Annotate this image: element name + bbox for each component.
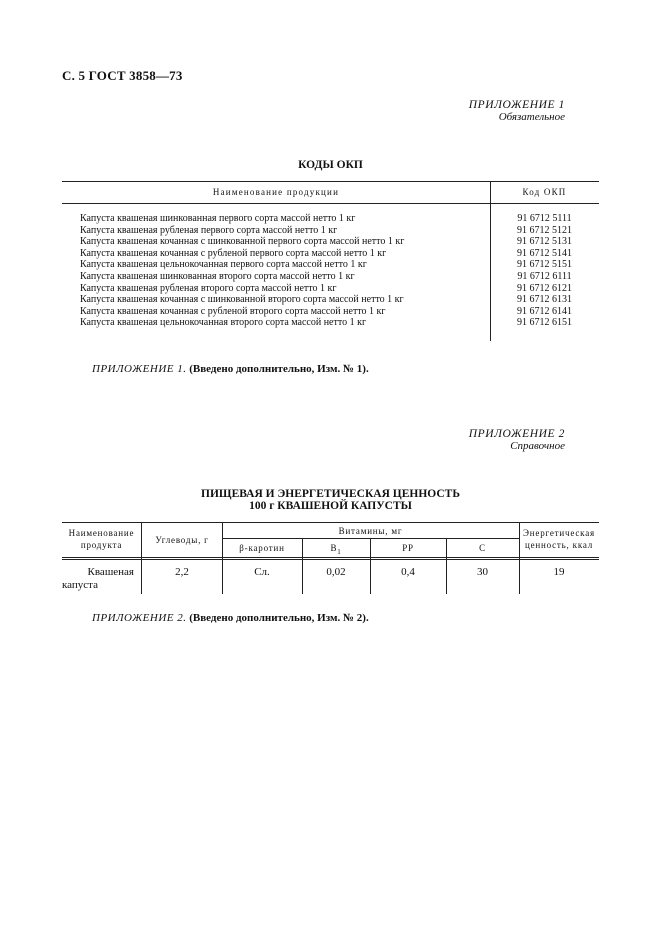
col-divider — [141, 522, 142, 594]
column-header-code: Код ОКП — [522, 187, 567, 197]
header-vitamins: Витамины, мг — [338, 526, 403, 536]
table-row-name: Капуста квашеная рубленая второго сорта массой нетто 1 кг — [80, 282, 337, 294]
appendix2-note-text: (Введено дополнительно, Изм. № 2). — [189, 612, 369, 624]
table-row-name: Капуста квашеная цельнокочанная первого сорта массой нетто 1 кг — [80, 259, 367, 271]
table-row-name: Капуста квашеная кочанная с рубленой первого сорта массой нетто 1 кг — [80, 247, 387, 259]
appendix1-note — [92, 363, 369, 375]
header-pp: PP — [402, 543, 414, 553]
table-row-code: 91 6712 6111 — [517, 270, 572, 282]
appendix2-note — [92, 612, 369, 624]
header-beta-carotene: β-каротин — [239, 543, 285, 553]
table-top-rule — [62, 181, 599, 182]
appendix2-note-label: ПРИЛОЖЕНИЕ 2. — [92, 612, 187, 624]
table-row-code: 91 6712 6131 — [517, 294, 572, 306]
column-header-product: Наименование продукции — [212, 187, 340, 197]
table-header-rule — [62, 203, 599, 204]
table-row-code: 91 6712 6151 — [517, 317, 572, 329]
cell-beta-carotene: Сл. — [254, 566, 270, 578]
appendix2-subtitle: Справочное — [510, 440, 565, 452]
table-row-code: 91 6712 6121 — [517, 282, 572, 294]
header-energy-line1: Энергетическая — [523, 528, 595, 538]
header-b1-subscript: 1 — [337, 547, 342, 556]
okp-codes-table — [62, 181, 599, 341]
header-energy-line2: ценность, ккал — [524, 540, 594, 550]
table-row-code: 91 6712 5111 — [517, 213, 572, 224]
appendix2-title-line2: 100 г КВАШЕНОЙ КАПУСТЫ — [249, 500, 412, 512]
table-row-name: Капуста квашеная кочанная с шинкованной второго сорта массой нетто 1 кг — [80, 294, 404, 306]
appendix1-subtitle: Обязательное — [498, 111, 565, 123]
table-row-name: Капуста квашеная рубленая первого сорта массой нетто 1 кг — [80, 224, 338, 236]
product-names — [80, 213, 480, 329]
appendix1-note-text: (Введено дополнительно, Изм. № 1). — [189, 363, 369, 375]
table-row-name: Капуста квашеная шинкованная первого сорта массой нетто 1 кг — [80, 213, 356, 224]
table-row-name: Капуста квашеная кочанная с шинкованной первого сорта массой нетто 1 кг — [80, 236, 405, 248]
cell-pp: 0,4 — [401, 566, 415, 578]
table-row-name: Капуста квашеная цельнокочанная второго сорта массой нетто 1 кг — [80, 317, 367, 329]
header-b1-letter: B — [330, 543, 338, 553]
cell-carbs: 2,2 — [175, 566, 189, 578]
cell-product-line1: Квашеная — [87, 566, 134, 578]
header-product-line2: продукта — [80, 540, 123, 550]
cell-c: 30 — [477, 566, 488, 578]
header-carbs: Углеводы, г — [155, 535, 209, 545]
appendix1-label: ПРИЛОЖЕНИЕ 1 — [468, 99, 565, 111]
table-row-code: 91 6712 6141 — [517, 305, 572, 317]
appendix1-note-label: ПРИЛОЖЕНИЕ 1. — [92, 363, 187, 375]
page-header: С. 5 ГОСТ 3858—73 — [62, 68, 183, 83]
appendix2-title-line1: ПИЩЕВАЯ И ЭНЕРГЕТИЧЕСКАЯ ЦЕННОСТЬ — [201, 488, 460, 500]
table-row-code: 91 6712 5121 — [517, 224, 572, 236]
header-c: C — [479, 543, 486, 553]
table-row-code: 91 6712 5131 — [517, 236, 572, 248]
cell-energy: 19 — [553, 566, 565, 578]
okp-codes — [490, 213, 599, 329]
header-product-line1: Наименование — [68, 528, 135, 538]
appendix2-label: ПРИЛОЖЕНИЕ 2 — [468, 428, 565, 440]
table-row-code: 91 6712 5141 — [517, 247, 572, 259]
cell-product-line2: капуста — [62, 579, 99, 591]
appendix1-title: КОДЫ ОКП — [298, 159, 363, 171]
cell-b1: 0,02 — [326, 566, 346, 578]
table-row-name: Капуста квашеная шинкованная второго сорта массой нетто 1 кг — [80, 270, 355, 282]
header-b1 — [302, 542, 370, 558]
table-row-name: Капуста квашеная кочанная с рубленой второго сорта массой нетто 1 кг — [80, 305, 386, 317]
nutrition-table — [62, 522, 599, 594]
table-row-code: 91 6712 5151 — [517, 259, 572, 271]
